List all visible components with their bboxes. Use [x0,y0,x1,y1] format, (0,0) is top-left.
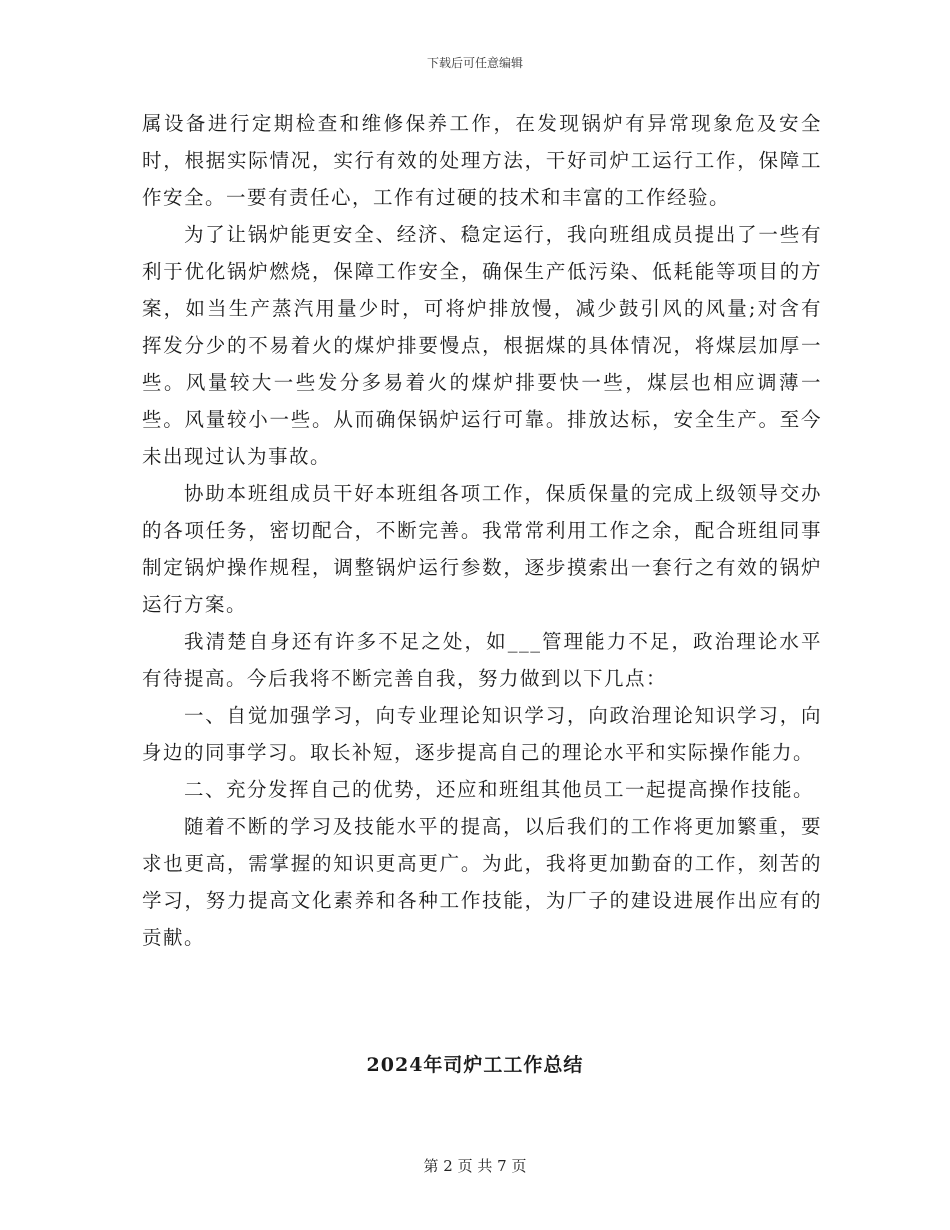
document-body [142,105,822,956]
page-footer: 第 2 页 共 7 页 [423,1157,527,1175]
document-title: 2024年司炉工工作总结 [366,1054,584,1076]
paragraph-boiler-optimization: 为了让锅炉能更安全、经济、稳定运行，我向班组成员提出了一些有利于优化锅炉燃烧，保障工作安全，确保生产低污染、低耗能等项目的方案，如当生产蒸汽用量少时，可将炉排放慢，减少鼓引风的风量;对含有挥发分少的不易着火的煤炉排要慢点，根据煤的具体情况，将煤层加厚一些。风量较大一些发分多易着火的煤炉排要快一些，煤层也相应调薄一些。风量较小一些。从而确保锅炉运行可靠。排放达标，安全生产。至今未出现过认为事故。 [142,223,822,468]
paragraph-point-one: 一、自觉加强学习，向专业理论知识学习，向政治理论知识学习，向身边的同事学习。取长补短，逐步提高自己的理论水平和实际操作能力。 [142,704,822,764]
paragraph-point-two: 二、充分发挥自己的优势，还应和班组其他员工一起提高操作技能。 [184,778,815,801]
paragraph-conclusion: 随着不断的学习及技能水平的提高，以后我们的工作将更加繁重，要求也更高，需掌握的知识更高更广。为此，我将更加勤奋的工作，刻苦的学习，努力提高文化素养和各种工作技能，为厂子的建设进展作出应有的贡献。 [142,815,822,949]
paragraph-continued: 属设备进行定期检查和维修保养工作，在发现锅炉有异常现象危及安全时，根据实际情况，实行有效的处理方法，干好司炉工运行工作，保障工作安全。一要有责任心，工作有过硬的技术和丰富的工作经验。 [142,112,822,209]
page-header: 下载后可任意编辑 [426,56,523,70]
paragraph-shortcomings: 我清楚自身还有许多不足之处，如___管理能力不足，政治理论水平有待提高。今后我将不断完善自我，努力做到以下几点： [142,630,822,690]
paragraph-team-cooperation: 协助本班组成员干好本班组各项工作，保质保量的完成上级领导交办的各项任务，密切配合，不断完善。我常常利用工作之余，配合班组同事制定锅炉操作规程，调整锅炉运行参数，逐步摸索出一套行之有效的锅炉运行方案。 [142,482,822,616]
